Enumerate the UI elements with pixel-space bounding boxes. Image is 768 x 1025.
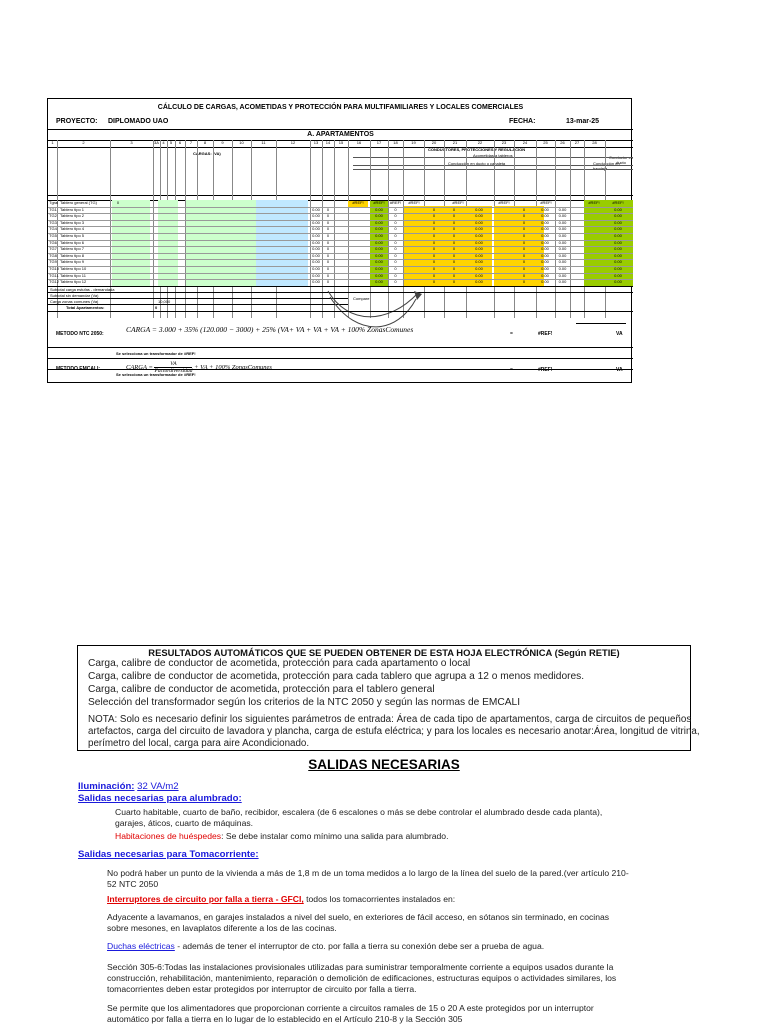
table-cell: 0 bbox=[432, 226, 436, 232]
conductores-header: CONDUCTORES, PROTECCIONES Y REGULACION bbox=[428, 147, 526, 152]
table-cell: 0 bbox=[452, 239, 456, 245]
table-cell: TG12 bbox=[49, 279, 60, 285]
table-cell: #REF! bbox=[540, 200, 552, 205]
table-cell: TG5 bbox=[49, 233, 57, 238]
table-cell: 0.00 bbox=[475, 266, 483, 271]
column-number: 2 bbox=[82, 140, 85, 145]
table-cell: 0.00 bbox=[475, 246, 483, 252]
column-number: 3A bbox=[154, 140, 159, 145]
table-cell: 0.00 bbox=[475, 219, 483, 225]
table-cell: 0.00 bbox=[558, 259, 567, 265]
table-cell: Tablero tipo 6 bbox=[60, 239, 85, 245]
table-cell: 0.00 bbox=[558, 239, 567, 245]
ntc-unit: VA bbox=[616, 331, 623, 337]
column-number: 12 bbox=[290, 140, 296, 145]
table-cell: #REF! bbox=[588, 200, 600, 205]
results-title: RESULTADOS AUTOMÁTICOS QUE SE PUEDEN OBTENER DE ESTA HOJA ELECTRÓNICA (Según RETIE) bbox=[148, 647, 620, 658]
table-cell: 0.00 bbox=[558, 213, 567, 219]
table-cell: 0 bbox=[432, 252, 436, 258]
column-number: 21 bbox=[452, 140, 458, 145]
table-cell: 0 bbox=[394, 219, 397, 225]
table-cell: #REF! bbox=[408, 200, 420, 205]
table-cell: Tablero tipo 12 bbox=[60, 279, 87, 285]
table-cell: TG4 bbox=[49, 226, 57, 232]
column-number: 25 bbox=[543, 140, 548, 145]
zonas-comunes-value: 10,000 bbox=[158, 299, 171, 304]
table-cell: Tablero tipo 11 bbox=[60, 272, 86, 278]
table-cell: 0 bbox=[394, 259, 397, 265]
formula-emcali: CARGA = VA Factordiversidad + VA + 100% ZonasComunes bbox=[126, 361, 272, 374]
table-cell: 0.00 bbox=[312, 259, 320, 265]
column-number: 17 bbox=[376, 140, 382, 145]
table-cell: 0.00 bbox=[558, 266, 567, 271]
table-cell: 0 bbox=[432, 233, 436, 238]
table-cell: 0 bbox=[452, 266, 456, 271]
result-line-1: Carga, calibre de conductor de acometida, protección para cada apartamento o local bbox=[88, 658, 471, 669]
table-cell: 0 bbox=[394, 252, 397, 258]
table-cell: 0.00 bbox=[614, 246, 622, 252]
cargas-header: CARGAS: (VA) bbox=[193, 151, 221, 156]
table-cell: 0.00 bbox=[614, 252, 622, 258]
table-cell: 0.00 bbox=[312, 233, 320, 238]
table-cell: 0 bbox=[452, 226, 456, 232]
column-number: 10 bbox=[239, 140, 244, 145]
table-cell: 0 bbox=[394, 206, 397, 212]
table-cell: 0 bbox=[452, 213, 456, 219]
table-cell: 0.00 bbox=[375, 233, 383, 238]
table-cell: Tablero tipo 8 bbox=[60, 252, 85, 258]
column-number: 23 bbox=[501, 140, 507, 145]
table-cell: 0.00 bbox=[312, 213, 320, 219]
table-cell: Tablero tipo 1 bbox=[60, 206, 85, 212]
iluminacion-value: 32 VA/m2 bbox=[137, 781, 179, 792]
table-cell: 0.00 bbox=[541, 219, 549, 225]
metodo-emcali-label: METODO EMCALI: bbox=[56, 366, 101, 372]
column-number: 18 bbox=[393, 140, 398, 145]
table-cell: Tablero tipo 10 bbox=[60, 266, 87, 271]
table-cell: #REF! bbox=[612, 200, 624, 205]
table-cell: 0.00 bbox=[614, 259, 622, 265]
table-cell: 0.00 bbox=[375, 213, 383, 219]
table-cell: 0 bbox=[452, 206, 456, 212]
table-cell: 0 bbox=[326, 259, 330, 265]
table-cell: TG6 bbox=[49, 239, 57, 245]
emcali-transformer-text: Se selecciona un transformador de bbox=[116, 372, 183, 377]
table-cell: 0 bbox=[452, 246, 456, 252]
table-cell: #REF! bbox=[352, 200, 364, 205]
project-label: PROYECTO: bbox=[56, 118, 98, 125]
table-cell: 0 bbox=[432, 266, 436, 271]
table-cell: 0.00 bbox=[541, 246, 549, 252]
table-cell: 0.00 bbox=[614, 206, 622, 212]
table-cell: 0.00 bbox=[312, 266, 320, 271]
column-number: 9 bbox=[221, 140, 224, 145]
table-cell: 0 bbox=[432, 206, 436, 212]
table-cell: #REF! bbox=[373, 200, 385, 205]
table-cell: 0 bbox=[452, 272, 456, 278]
table-cell: 0.00 bbox=[541, 259, 549, 265]
table-cell: 0.00 bbox=[558, 206, 567, 212]
table-cell: 0 bbox=[326, 239, 330, 245]
ntc-transformer-text: Se selecciona un transformador de bbox=[116, 351, 183, 356]
table-cell: TG7 bbox=[49, 246, 57, 252]
emcali-result: #REF! bbox=[538, 367, 553, 373]
table-cell: 0.00 bbox=[541, 233, 549, 238]
table-cell: 0 bbox=[522, 259, 526, 265]
sheet-title: CÁLCULO DE CARGAS, ACOMETIDAS Y PROTECCIÓN PARA MULTIFAMILIARES Y LOCALES COMERCIALES bbox=[157, 104, 524, 111]
table-cell: TG8 bbox=[49, 252, 57, 258]
ntc-equals: = bbox=[510, 331, 513, 337]
table-cell: 0.00 bbox=[541, 239, 549, 245]
table-cell: TG10 bbox=[49, 266, 60, 271]
table-cell: 0 bbox=[326, 206, 330, 212]
table-cell: 0 bbox=[432, 279, 436, 285]
metodo-ntc-label: METODO NTC 2050: bbox=[56, 331, 104, 337]
table-cell: TG2 bbox=[49, 213, 57, 219]
column-number: 6 bbox=[178, 140, 182, 145]
subtotal-demandar: Subtotal sin demandar (Va) bbox=[50, 293, 99, 298]
table-cell: 0.00 bbox=[375, 206, 383, 212]
compare-arrows-icon bbox=[318, 285, 428, 345]
table-cell: 0 bbox=[432, 259, 436, 265]
table-cell: 0.00 bbox=[558, 246, 567, 252]
gfci-line: Interruptores de circuito por falla a tierra - GFCI, todos los tomacorrientes instalados en: bbox=[107, 894, 456, 904]
column-number: 1 bbox=[51, 140, 54, 145]
total-aptos-label: Total Apartamentos: bbox=[66, 305, 105, 310]
column-number: 3 bbox=[130, 140, 133, 145]
alumbrado-line-1: Cuarto habitable, cuarto de baño, recibidor, escalera (de 6 escalones o más se debe controlar el alumbrado desde cada planta), bbox=[115, 807, 603, 817]
formula-ntc: CARGA = 3.000 + 35% (120.000 − 3000) + 25% (VA+ VA + VA + VA + 100% ZonasComunes bbox=[126, 325, 414, 334]
table-cell: 0.00 bbox=[558, 272, 567, 278]
table-cell: 0 bbox=[432, 246, 436, 252]
column-number: 22 bbox=[477, 140, 483, 145]
adyacente-line-1: Adyacente a lavamanos, en garajes instalados a nivel del suelo, en exteriores de fácil acceso, en sótanos sin terminado, en cocinas bbox=[107, 912, 610, 922]
table-cell: 0.00 bbox=[541, 226, 549, 232]
table-cell: 0.00 bbox=[614, 233, 622, 238]
column-number: 5 bbox=[169, 140, 173, 145]
table-cell: 0 bbox=[326, 226, 330, 232]
table-cell: 0 bbox=[452, 233, 456, 238]
seccion-line-3: tomacorrientes deben estar protegidos por interruptor de circuito por falla a tierra. bbox=[107, 984, 417, 994]
table-cell: 0 bbox=[522, 233, 526, 238]
table-cell: 0 bbox=[522, 272, 526, 278]
table-cell: TG1 bbox=[49, 206, 57, 212]
table-cell: 0 bbox=[522, 246, 526, 252]
table-cell: 0 bbox=[394, 233, 397, 238]
table-cell: 0.00 bbox=[558, 252, 567, 258]
table-cell: 0 bbox=[522, 213, 526, 219]
table-cell: 0.00 bbox=[541, 206, 549, 212]
table-cell: 0.00 bbox=[375, 239, 383, 245]
table-cell: Tablero tipo 5 bbox=[60, 233, 85, 238]
table-cell: 0 bbox=[522, 206, 526, 212]
column-number: 16 bbox=[356, 140, 362, 145]
column-number: 19 bbox=[411, 140, 416, 145]
emcali-equals: = bbox=[510, 367, 513, 373]
table-cell: 0.00 bbox=[375, 226, 383, 232]
column-number: 13 bbox=[313, 140, 319, 145]
table-cell: 0.00 bbox=[312, 252, 320, 258]
table-cell: Tgral bbox=[49, 200, 59, 205]
column-number: 26 bbox=[560, 140, 565, 145]
table-cell: Tablero tipo 2 bbox=[60, 213, 85, 219]
emcali-unit: VA bbox=[616, 367, 623, 373]
table-cell: 0.00 bbox=[375, 246, 383, 252]
table-cell: TG9 bbox=[49, 259, 57, 265]
ntc-result: #REF! bbox=[538, 331, 553, 337]
project-value: DIPLOMADO UAO bbox=[108, 118, 169, 125]
zonas-comunes-label: Carga zonas comunes (Va) bbox=[50, 299, 99, 304]
column-number: 27 bbox=[574, 140, 580, 145]
table-cell: 0 bbox=[394, 239, 397, 245]
apartment-rows bbox=[48, 200, 633, 286]
toma-line-2: 52 NTC 2050 bbox=[107, 879, 159, 889]
total-aptos-value: 0 bbox=[155, 305, 158, 310]
salidas-heading: SALIDAS NECESARIAS bbox=[308, 757, 460, 772]
result-line-4: Selección del transformador según los criterios de la NTC 2050 y según las normas de EMCALI bbox=[88, 697, 521, 708]
gfci-link[interactable]: Interruptores de circuito por falla a tierra - GFCI, bbox=[107, 894, 304, 904]
seccion-line-1: Sección 305-6:Todas las instalaciones provisionales utilizadas para suministrar temporalmente corriente a equipos usados durante la bbox=[107, 962, 614, 972]
table-cell: 0.00 bbox=[312, 219, 320, 225]
alumbrado-link[interactable]: Salidas necesarias para alumbrado: bbox=[78, 793, 242, 804]
table-cell: 0.00 bbox=[541, 272, 549, 278]
table-cell: 0.00 bbox=[541, 213, 549, 219]
table-cell: 0 bbox=[326, 252, 330, 258]
table-cell: 0.00 bbox=[475, 259, 483, 265]
compare-label: Compare bbox=[353, 296, 370, 301]
table-cell: 0.00 bbox=[614, 272, 622, 278]
column-number: 24 bbox=[522, 140, 528, 145]
table-cell: 0 bbox=[432, 219, 436, 225]
table-cell: 0.00 bbox=[541, 279, 549, 285]
acometida-header: Acometidas a tableros bbox=[473, 153, 513, 158]
table-cell: 0 bbox=[452, 219, 456, 225]
table-cell: 0.00 bbox=[558, 219, 567, 225]
bandeja-header: Conducción en bandeja bbox=[593, 161, 620, 171]
column-number: 20 bbox=[431, 140, 437, 145]
table-cell: Tablero tipo 4 bbox=[60, 226, 85, 232]
table-cell: Tablero tipo 7 bbox=[60, 246, 85, 252]
column-number: 7 bbox=[189, 140, 193, 145]
load-calculation-sheet bbox=[47, 98, 632, 383]
table-cell: 0.00 bbox=[375, 279, 383, 285]
table-cell: 0.00 bbox=[614, 213, 622, 219]
table-cell: 0.00 bbox=[375, 266, 383, 271]
table-cell: 0.00 bbox=[614, 279, 622, 285]
table-cell: 0 bbox=[326, 233, 330, 238]
table-cell: 0.00 bbox=[614, 219, 622, 225]
table-cell: 0.00 bbox=[614, 239, 622, 245]
table-cell: 0.00 bbox=[375, 219, 383, 225]
table-cell: 0 bbox=[326, 213, 330, 219]
subtotal-estufas: Subtotal carga estufas - demandada bbox=[50, 287, 115, 292]
table-cell: 0 bbox=[432, 213, 436, 219]
table-cell: 0.00 bbox=[475, 206, 483, 212]
huespedes-label: Habitaciones de huéspedes bbox=[115, 831, 222, 841]
table-cell: 0.00 bbox=[614, 266, 622, 271]
duchas-link[interactable]: Duchas eléctricas bbox=[107, 941, 175, 951]
column-number: 15 bbox=[338, 140, 344, 145]
table-cell: TG11 bbox=[49, 272, 59, 278]
table-cell: 0.00 bbox=[312, 226, 320, 232]
table-cell: 0 bbox=[522, 266, 526, 271]
table-cell: Tablero tipo 9 bbox=[60, 259, 85, 265]
alumbrado-line-2: garajes, áticos, cuarto de máquinas. bbox=[115, 818, 254, 828]
table-cell: 0.00 bbox=[558, 233, 567, 238]
section-title: A. APARTAMENTOS bbox=[307, 131, 374, 138]
table-cell: #REF! bbox=[389, 200, 402, 205]
table-cell: 0 bbox=[326, 219, 330, 225]
date-label: FECHA: bbox=[509, 118, 536, 125]
column-number: 4 bbox=[162, 140, 165, 145]
permite-line-1: Se permite que los alimentadores que proporcionan corriente a circuitos ramales de 15 o 20 A este protegidos por un interruptor bbox=[107, 1003, 594, 1013]
note-line-2: artefactos, carga del circuito de lavadora y plancha, carga de estufa eléctrica; y para los locales es necesario anotar:Área, longitud de vitrina, bbox=[88, 726, 700, 737]
table-cell: 0.00 bbox=[312, 239, 320, 245]
toma-line-1: No podrá haber un punto de la vivienda a más de 1,8 m de un toma medidos a lo largo de la línea del suelo de la pared.(ver artículo 210- bbox=[107, 868, 629, 878]
results-box bbox=[77, 645, 700, 751]
table-cell: 0.00 bbox=[375, 252, 383, 258]
table-cell: 0.00 bbox=[475, 226, 483, 232]
column-number: 11 bbox=[261, 140, 266, 145]
table-cell: 0 bbox=[394, 266, 397, 271]
tomacorriente-link[interactable]: Salidas necesarias para Tomacorriente: bbox=[78, 849, 259, 860]
table-cell: 0 bbox=[394, 272, 397, 278]
table-cell: 0 bbox=[452, 279, 456, 285]
iluminacion-line bbox=[78, 781, 179, 792]
table-cell: 0.00 bbox=[375, 259, 383, 265]
table-cell: 0.00 bbox=[541, 252, 549, 258]
table-cell: 0 bbox=[326, 246, 330, 252]
table-cell: 0 bbox=[452, 259, 456, 265]
result-line-3: Carga, calibre de conductor de acometida, protección para el tablero general bbox=[88, 684, 435, 695]
table-cell: 0.00 bbox=[475, 239, 483, 245]
iluminacion-link[interactable]: Iluminación: bbox=[78, 781, 135, 792]
note-line-3: perímetro del local, carga para aire Acondicionado. bbox=[88, 738, 310, 749]
table-cell: 0 bbox=[522, 226, 526, 232]
table-cell: 0 bbox=[394, 226, 397, 232]
table-cell: 0 bbox=[326, 272, 330, 278]
table-cell: Tablero general (TG) bbox=[60, 200, 97, 205]
table-cell: 0 bbox=[326, 266, 330, 271]
table-cell: 0.00 bbox=[312, 246, 320, 252]
adyacente-line-2: sobre mesones, en lavaplatos diferente a los de las cocinas. bbox=[107, 923, 337, 933]
huespedes-line: Habitaciones de huéspedes: Se debe instalar como mínimo una salida para alumbrado. bbox=[115, 831, 449, 841]
permite-line-2: automático por falla a tierra en lo lugar de lo establecido en el Artículo 210-8 y la Sección 305 bbox=[107, 1014, 463, 1024]
table-cell: 0 bbox=[394, 246, 397, 252]
column-number: 8 bbox=[203, 140, 207, 145]
duchas-line: Duchas eléctricas - además de tener el interruptor de cto. por falla a tierra su conexión debe ser a prueba de agua. bbox=[107, 941, 545, 951]
table-cell: 0.00 bbox=[475, 233, 483, 238]
table-cell: TG3 bbox=[49, 219, 57, 225]
seccion-line-2: construcción, rehabilitación, mantenimiento, reparación o demolición de edificaciones, estructuras equipos o actividades similares, los bbox=[107, 973, 617, 983]
table-cell: 0.00 bbox=[312, 279, 320, 285]
table-cell: 0 bbox=[432, 239, 436, 245]
table-cell: 0.00 bbox=[541, 266, 549, 271]
table-cell: 0.00 bbox=[475, 279, 483, 285]
table-cell: 0.00 bbox=[375, 272, 383, 278]
table-cell: #REF! bbox=[452, 200, 464, 205]
date-value: 13-mar-25 bbox=[566, 118, 600, 125]
ducto2-header: Conductor en ducto bbox=[609, 155, 634, 165]
table-cell: 0 bbox=[452, 252, 456, 258]
note-line-1: NOTA: Solo es necesario definir los siguientes parámetros de entrada: Área de cada tipo de apartamentos, carga de circuitos de pequeños bbox=[88, 714, 692, 725]
table-cell: 0.00 bbox=[312, 272, 320, 278]
table-cell: 0 bbox=[394, 213, 397, 219]
table-cell: 0 bbox=[394, 279, 397, 285]
ntc-transformer-value: #REF! bbox=[184, 351, 196, 356]
table-cell: 0 bbox=[522, 219, 526, 225]
table-cell: 0 bbox=[522, 252, 526, 258]
table-cell: 0.00 bbox=[475, 252, 483, 258]
result-line-2: Carga, calibre de conductor de acometida, protección para cada tablero que agrupa a 12 o menos medidores. bbox=[88, 671, 585, 682]
table-cell: 0 bbox=[522, 239, 526, 245]
table-cell: 0.00 bbox=[312, 206, 320, 212]
table-cell: 0 bbox=[116, 200, 120, 205]
emcali-transformer-value: #REF! bbox=[184, 372, 196, 377]
table-cell: 0.00 bbox=[614, 226, 622, 232]
table-cell: 0.00 bbox=[558, 279, 567, 285]
column-number: 28 bbox=[592, 140, 597, 145]
table-cell: 0 bbox=[432, 272, 436, 278]
table-cell: 0.00 bbox=[475, 272, 483, 278]
column-number: 14 bbox=[325, 140, 331, 145]
table-cell: 0 bbox=[522, 279, 526, 285]
ducto-header: Conducción en ducto o canaleta bbox=[448, 161, 506, 166]
table-cell: 0.00 bbox=[558, 226, 567, 232]
table-cell: 0 bbox=[326, 279, 330, 285]
table-cell: Tablero tipo 3 bbox=[60, 219, 85, 225]
table-cell: #REF! bbox=[498, 200, 510, 205]
table-cell: 0.00 bbox=[475, 213, 483, 219]
